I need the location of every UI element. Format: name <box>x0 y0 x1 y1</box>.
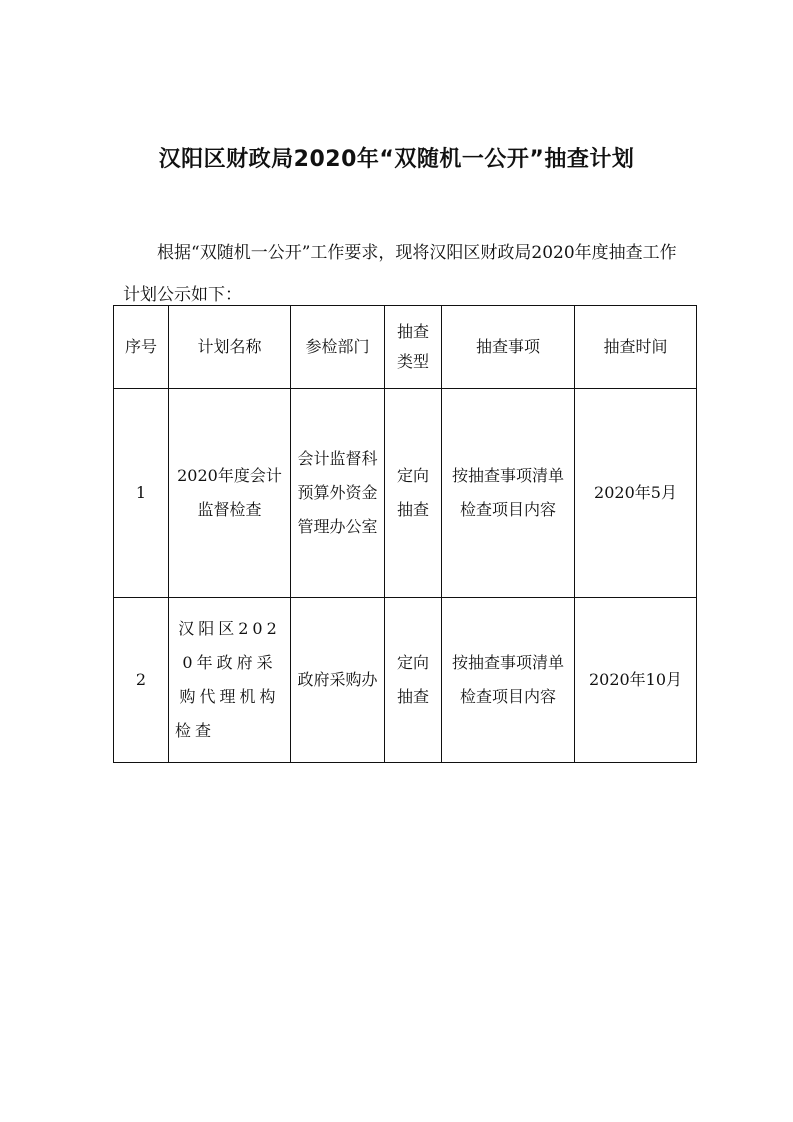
cell-time: 2020年10月 <box>575 598 697 763</box>
cell-check-type: 定向抽查 <box>385 389 442 598</box>
table-header-row <box>114 306 697 389</box>
cell-seq: 2 <box>114 598 169 763</box>
cell-time: 2020年5月 <box>575 389 697 598</box>
cell-seq: 1 <box>114 389 169 598</box>
cell-plan-name: 2020年度会计监督检查 <box>169 389 291 598</box>
header-check-type: 抽查类型 <box>385 306 442 389</box>
cell-matters: 按抽查事项清单检查项目内容 <box>442 598 575 763</box>
document-title: 汉阳区财政局2020年“双随机一公开”抽查计划 <box>158 147 635 172</box>
header-seq: 序号 <box>114 306 169 389</box>
table-row <box>114 598 697 763</box>
inspection-plan-table <box>113 305 697 763</box>
cell-department: 政府采购办 <box>291 598 385 763</box>
header-time: 抽查时间 <box>575 306 697 389</box>
header-matters: 抽查事项 <box>442 306 575 389</box>
cell-matters: 按抽查事项清单检查项目内容 <box>442 389 575 598</box>
header-department: 参检部门 <box>291 306 385 389</box>
intro-paragraph: 根据“双随机一公开”工作要求，现将汉阳区财政局2020年度抽查工作计划公示如下： <box>123 243 677 305</box>
cell-plan-name: 汉阳区2020年政府采购代理机构检查 <box>169 598 291 763</box>
cell-check-type: 定向抽查 <box>385 598 442 763</box>
cell-department: 会计监督科 预算外资金管理办公室 <box>291 389 385 598</box>
header-plan-name: 计划名称 <box>169 306 291 389</box>
table-row <box>114 389 697 598</box>
